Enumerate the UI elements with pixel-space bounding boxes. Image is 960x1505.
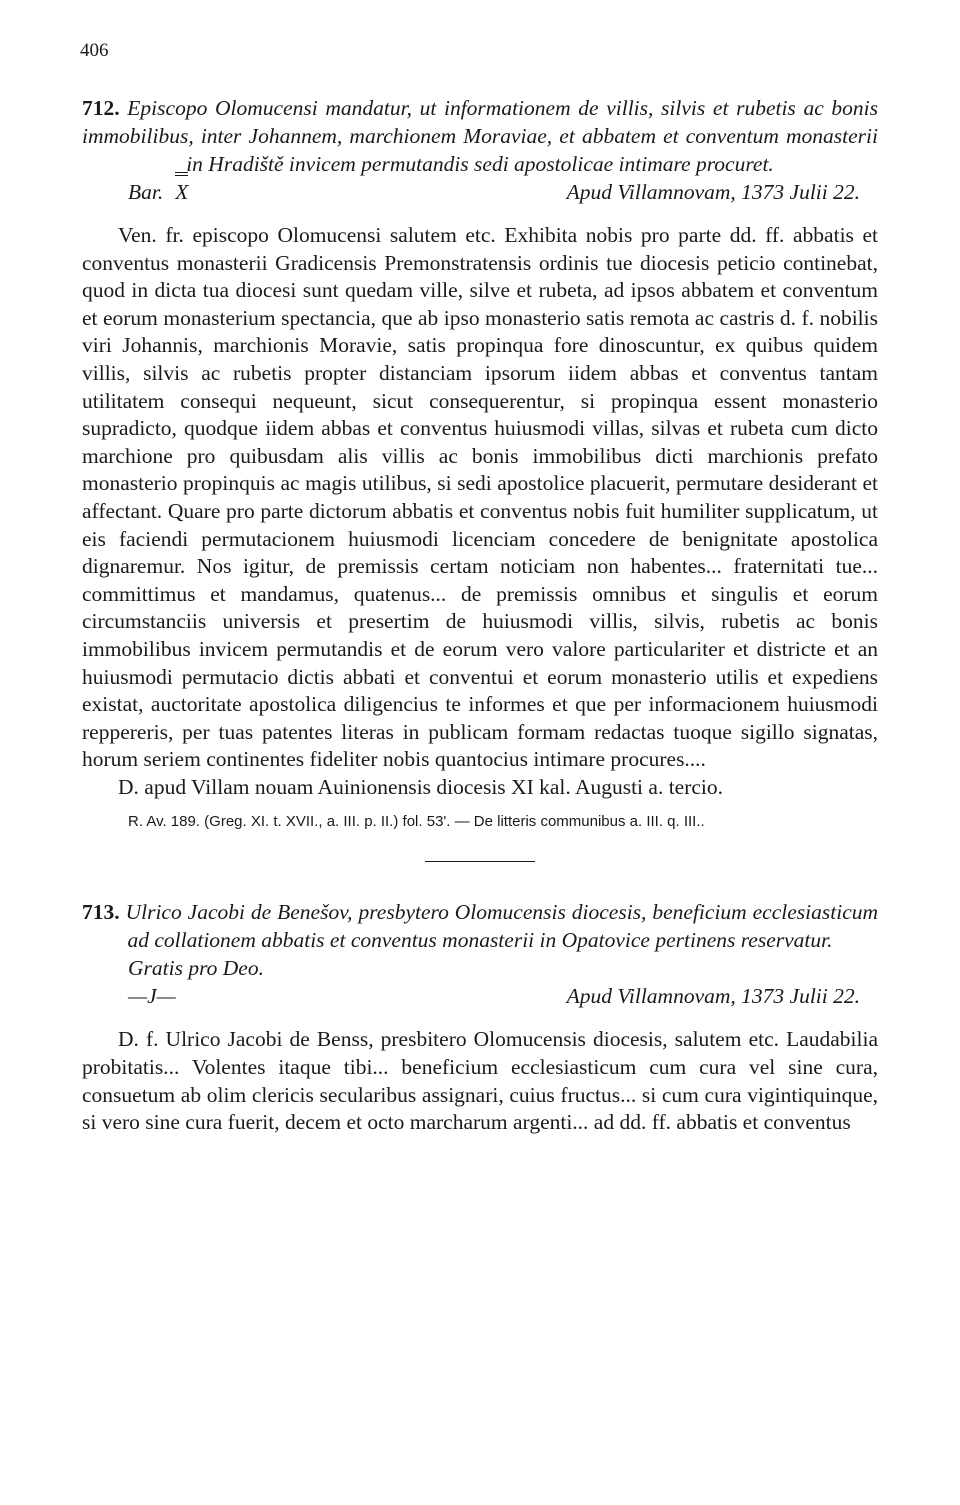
entry-713-heading-text: Ulrico Jacobi de Benešov, presbytero Olomucensis diocesis, beneficium ecclesiasticum ad collationem abbatis et conventus monasterii in Opatovice pertinens reservatur. (125, 900, 879, 953)
entry-712-note: R. Av. 189. (Greg. XI. t. XVII., a. III. p. II.) fol. 53'. — De litteris communibus a. III. q. III.. (128, 813, 705, 831)
entry-712-date: Apud Villamnovam, 1373 Julii 22. (566, 180, 860, 204)
entry-713-mark: —J— (128, 984, 176, 1009)
entry-713-heading (82, 898, 878, 954)
document-page (82, 40, 878, 1137)
entry-713-body: D. f. Ulrico Jacobi de Benss, presbitero Olomucensis diocesis, salutem etc. Laudabilia probitatis... Volentes itaque tibi... beneficium ecclesiasticum cum cura vel sine cura, consuetum ab olim clericis secularibus assignari, cuius fructus... si cum cura vigintiquinque, si vero sine cura fuerit, decem et octo marcharum argenti... ad dd. ff. abbatis et conventus (82, 1027, 878, 1135)
entry-712-heading (82, 94, 878, 178)
entry-713-gratis: Gratis pro Deo. (128, 956, 264, 981)
entry-712-source: Bar. (128, 180, 164, 204)
entry-712-mark: X (175, 180, 189, 204)
entry-712-body: Ven. fr. episcopo Olomucensi salutem etc. Exhibita nobis pro parte dd. ff. abbatis et conventus monasterii Gradicensis Premonstratensis ordinis tue diocesis peticio continebat, quod in dicta tua diocesi sunt quedam ville, silve et rubeta, ad ipsos abbatem et conventum et eorum monasterium spectancia, que ab ipso monasterio satis remota ac castris d. f. nobilis viri Johannis, marchionis Moravie, satis propinqua fore dinoscuntur, ex quibus quidem villis, silvis ac rubetis propter distanciam ipsorum iidem abbas et conventus tantam utilitatem consequi nequeunt, sicut consequerentur, si propinqua essent monasterio supradicto, quodque iidem abbas et conventus huiusmodi villas, silvas et rubeta cum dicto marchione pro quibusdam alis villis ac bonis immobilibus dicti marchionis prefato monasterio propinquis ac magis utilibus, si sedi apostolice placuerit, permutare desiderant et affectant. Quare pro parte dictorum abbatis et conventus nobis fuit humiliter supplicatum, ut eis faciendi permutacionem huiusmodi licenciam concedere de benignitate apostolica dignaremur. Nos igitur, de premissis certam noticiam non habentes... fraternitati tue... committimus et mandamus, quatenus... de premissis omnibus et singulis et eorum circumstanciis universis et presertim de huiusmodi villis, silvis, rubetis ac bonis immobilibus invicem permutandis et de eorum vero valore particulariter et districte et an huiusmodi permutacio dictis abbati et conventui et eorum monasterio utilis et expediens existat, auctoritate apostolica diligencius te informes et que per informacionem huiusmodi reppereris, per tuas patentes literas in publicam formam redactas tuoque sigillo signatas, horum seriem continentes fideliter nobis quantocius intimare procures.... (82, 223, 878, 772)
entry-712-number: 712. (82, 96, 120, 120)
page-number: 406 (80, 40, 109, 61)
entry-712-meta-left (128, 178, 188, 206)
entry-712-dating: D. apud Villam nouam Auinionensis diocesis XI kal. Augusti a. tercio. (118, 774, 724, 799)
section-divider (425, 861, 535, 862)
entry-712-meta (82, 178, 878, 206)
entry-712-heading-text: Episcopo Olomucensi mandatur, ut informationem de villis, silvis et rubetis ac bonis immobilibus, inter Johannem, marchionem Moraviae, et abbatem et conventum monasterii in Hradiště invicem permutandis sedi apostolicae intimare procuret. (82, 96, 879, 176)
entry-713-number: 713. (82, 900, 120, 925)
entry-713-date: Apud Villamnovam, 1373 Julii 22. (566, 984, 860, 1009)
entry-713-meta (82, 982, 878, 1010)
